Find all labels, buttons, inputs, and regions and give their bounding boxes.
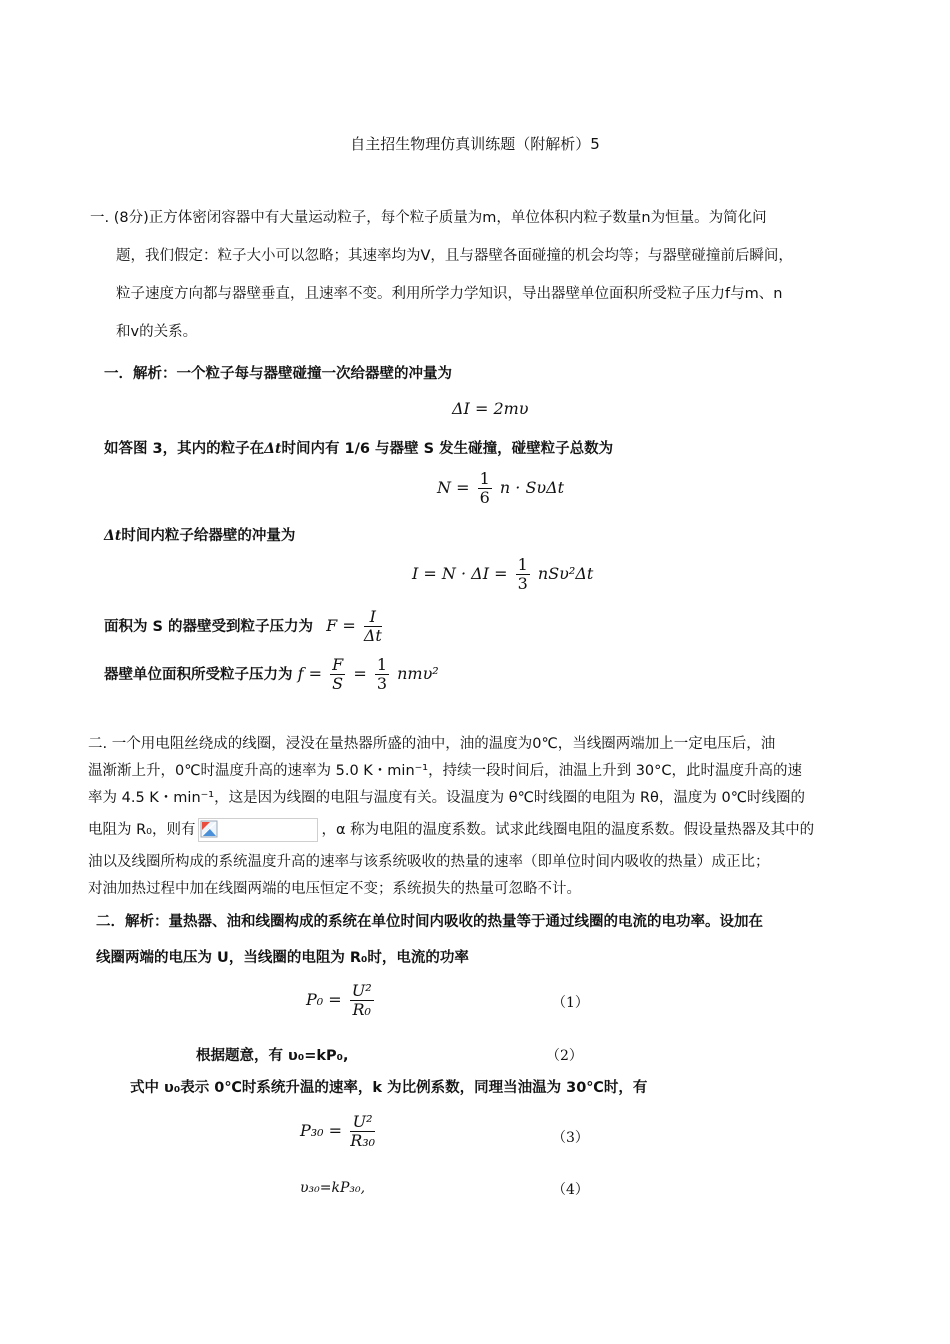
a2-eq-4: υ₃₀=kP₃₀, bbox=[300, 1180, 366, 1196]
a1-line-5-text: 器壁单位面积所受粒子压力为 bbox=[104, 667, 293, 683]
a2-eq-1-number: （1） bbox=[552, 995, 589, 1011]
a1-eq-2-den: 6 bbox=[479, 488, 490, 507]
a2-line-1: 二．解析：量热器、油和线圈构成的系统在单位时间内吸收的热量等于通过线圈的电流的电功率。设加在 bbox=[96, 914, 763, 930]
q2-line-5: 油以及线圈所构成的系统温度升高的速率与该系统吸收的热量的速率（即单位时间内吸收的热量）成正比； bbox=[88, 854, 770, 870]
a2-line-3: 根据题意，有 υ₀=kP₀, bbox=[196, 1048, 349, 1064]
a1-eq-1: ΔI = 2mυ bbox=[452, 399, 529, 418]
a1-eq-5-den-1: S bbox=[332, 674, 344, 693]
a1-eq-5-fraction-1 bbox=[330, 656, 345, 693]
a2-line-2: 线圈两端的电压为 U，当线圈的电阻为 R₀时，电流的功率 bbox=[96, 950, 469, 966]
a1-eq-3-den: 3 bbox=[517, 574, 528, 593]
a2-eq-4-number: （4） bbox=[552, 1182, 589, 1198]
a1-eq-5-right: nmυ² bbox=[397, 664, 439, 683]
a1-eq-3-num: 1 bbox=[517, 555, 528, 574]
q1-line-1: 一. (8分)正方体密闭容器中有大量运动粒子，每个粒子质量为m，单位体积内粒子数量n为恒量。为简化问 bbox=[90, 210, 767, 226]
a2-eq-1 bbox=[306, 982, 377, 1019]
a1-line-2a: 如答图 3，其内的粒子在 bbox=[104, 441, 265, 457]
a1-eq-3-fraction bbox=[516, 556, 530, 593]
a1-line-4-text: 面积为 S 的器壁受到粒子压力为 bbox=[104, 619, 314, 635]
a1-eq-5-num-1: F bbox=[332, 655, 344, 674]
a1-eq-2-fraction bbox=[478, 470, 492, 507]
a1-line-3 bbox=[104, 524, 295, 545]
a1-line-3-text: 时间内粒子给器壁的冲量为 bbox=[121, 528, 296, 544]
a1-line-2b: 时间内有 1/6 与器壁 S 发生碰撞，碰壁粒子总数为 bbox=[281, 441, 614, 457]
a1-intro: 一．解析：一个粒子每与器壁碰撞一次给器壁的冲量为 bbox=[104, 366, 452, 382]
a2-eq-1-left: P₀ = bbox=[306, 990, 342, 1009]
page-title: 自主招生物理仿真训练题（附解析）5 bbox=[350, 135, 600, 153]
a2-eq-3-left: P₃₀ = bbox=[300, 1121, 343, 1140]
a2-eq-3 bbox=[300, 1113, 378, 1150]
a1-eq-2 bbox=[437, 470, 564, 507]
a1-eq-3 bbox=[412, 556, 593, 593]
q2-line-4a: 电阻为 R₀，则有 bbox=[88, 822, 196, 838]
a1-eq-2-num: 1 bbox=[479, 469, 490, 488]
q2-line-2: 温渐渐上升，0℃时温度升高的速率为 5.0 K・min⁻¹，持续一段时间后，油温上升到 30°C，此时温度升高的速 bbox=[88, 763, 803, 779]
a1-eq-4-left: F = bbox=[326, 616, 356, 635]
a1-line-2-dt: Δt bbox=[264, 441, 282, 457]
q2-line-1: 二. 一个用电阻丝绕成的线圈，浸没在量热器所盛的油中，油的温度为0℃，当线圈两端加上一定电压后，油 bbox=[88, 736, 776, 752]
a1-eq-3-left: I = N · ΔI = bbox=[412, 564, 508, 583]
a2-eq-3-den: R₃₀ bbox=[350, 1131, 376, 1150]
a1-eq-2-left: N = bbox=[437, 478, 470, 497]
a2-eq-3-number: （3） bbox=[552, 1130, 589, 1146]
q2-line-3: 率为 4.5 K・min⁻¹，这是因为线圈的电阻与温度有关。设温度为 θ℃时线圈的电阻为 Rθ，温度为 0℃时线圈的 bbox=[88, 790, 806, 806]
a1-eq-3-right: nSυ²Δt bbox=[537, 564, 594, 583]
broken-image-placeholder bbox=[198, 818, 318, 842]
a1-eq-5-fraction-2 bbox=[375, 656, 389, 693]
a1-eq-4-den: Δt bbox=[363, 626, 382, 645]
a2-eq-1-fraction bbox=[350, 982, 374, 1019]
a1-eq-5-num-2: 1 bbox=[376, 655, 387, 674]
a1-eq-4-fraction bbox=[364, 608, 382, 645]
q2-line-4b: ，α 称为电阻的温度系数。试求此线圈电阻的温度系数。假设量热器及其中的 bbox=[321, 822, 815, 838]
a2-eq-3-fraction bbox=[350, 1113, 375, 1150]
q1-line-4: 和v的关系。 bbox=[116, 324, 198, 340]
q1-line-3: 粒子速度方向都与器壁垂直，且速率不变。利用所学力学知识，导出器壁单位面积所受粒子压力f与m、n bbox=[116, 286, 783, 302]
a2-eq-3-num: U² bbox=[350, 1113, 375, 1132]
a1-eq-2-right: n · SυΔt bbox=[499, 478, 565, 497]
a2-eq-2-number: （2） bbox=[546, 1048, 583, 1064]
q1-line-2: 题，我们假定：粒子大小可以忽略；其速率均为V，且与器壁各面碰撞的机会均等；与器壁碰撞前后瞬间， bbox=[116, 248, 793, 264]
q2-line-6: 对油加热过程中加在线圈两端的电压恒定不变；系统损失的热量可忽略不计。 bbox=[88, 881, 581, 897]
a2-eq-1-den: R₀ bbox=[352, 1000, 371, 1019]
a2-line-4: 式中 υ₀表示 0℃时系统升温的速率，k 为比例系数，同理当油温为 30℃时，有 bbox=[130, 1080, 648, 1096]
a2-eq-1-num: U² bbox=[351, 981, 372, 1000]
a1-line-5 bbox=[104, 656, 439, 693]
a1-eq-4-num: I bbox=[364, 608, 382, 627]
a1-line-2 bbox=[104, 437, 613, 458]
a1-eq-5-left: f = bbox=[297, 664, 323, 683]
broken-image-icon bbox=[200, 820, 218, 838]
a1-line-3-dt: Δt bbox=[104, 528, 122, 544]
a1-eq-5-equals: = bbox=[353, 664, 367, 683]
a1-eq-5-den-2: 3 bbox=[376, 674, 387, 693]
q2-line-4 bbox=[88, 818, 814, 842]
a1-line-4 bbox=[104, 608, 385, 645]
